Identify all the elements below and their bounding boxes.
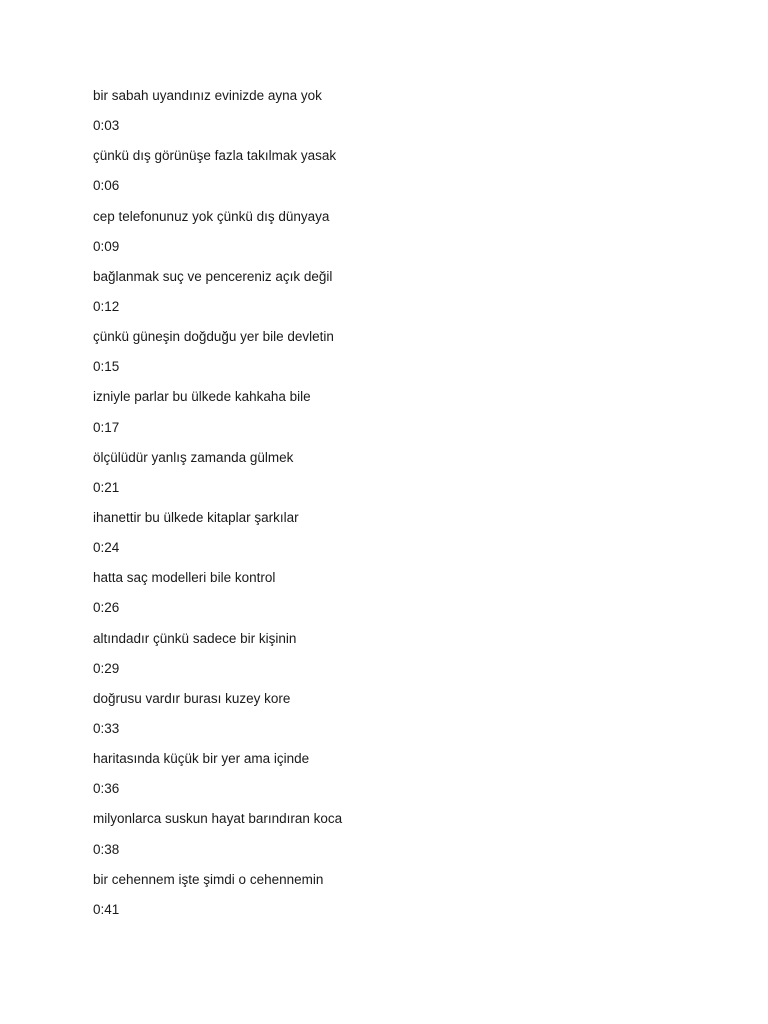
- transcript-text-line: bir sabah uyandınız evinizde ayna yok: [93, 88, 322, 103]
- transcript-text-line: izniyle parlar bu ülkede kahkaha bile: [93, 389, 311, 405]
- transcript-text-line: cep telefonunuz yok çünkü dış dünyaya: [93, 208, 330, 224]
- transcript-timestamp: 0:29: [93, 660, 120, 676]
- transcript-timestamp: 0:12: [93, 298, 120, 314]
- transcript-timestamp: 0:17: [93, 419, 120, 435]
- transcript-text-line: ihanettir bu ülkede kitaplar şarkılar: [93, 509, 299, 525]
- transcript-text-line: doğrusu vardır burası kuzey kore: [93, 690, 291, 706]
- transcript-text-line: altındadır çünkü sadece bir kişinin: [93, 630, 297, 646]
- transcript-list: [93, 86, 693, 930]
- transcript-timestamp: 0:15: [93, 359, 120, 375]
- transcript-timestamp: 0:38: [93, 841, 120, 857]
- transcript-text-line: ölçülüdür yanlış zamanda gülmek: [93, 449, 294, 465]
- transcript-text-line: çünkü güneşin doğduğu yer bile devletin: [93, 329, 334, 345]
- transcript-timestamp: 0:06: [93, 178, 120, 194]
- transcript-text-line: bağlanmak suç ve pencereniz açık değil: [93, 268, 333, 284]
- transcript-timestamp: 0:03: [93, 118, 120, 134]
- transcript-timestamp: 0:33: [93, 720, 120, 736]
- transcript-text-line: çünkü dış görünüşe fazla takılmak yasak: [93, 148, 337, 164]
- transcript-timestamp: 0:24: [93, 540, 120, 556]
- transcript-text-line: haritasında küçük bir yer ama içinde: [93, 751, 310, 767]
- transcript-timestamp: 0:26: [93, 600, 120, 616]
- transcript-text-line: bir cehennem işte şimdi o cehennemin: [93, 871, 324, 887]
- transcript-timestamp: 0:36: [93, 781, 120, 797]
- transcript-text-line: milyonlarca suskun hayat barındıran koca: [93, 811, 343, 827]
- transcript-text-line: hatta saç modelleri bile kontrol: [93, 570, 276, 586]
- transcript-timestamp: 0:09: [93, 238, 120, 254]
- transcript-timestamp: 0:41: [93, 901, 120, 917]
- transcript-timestamp: 0:21: [93, 479, 120, 495]
